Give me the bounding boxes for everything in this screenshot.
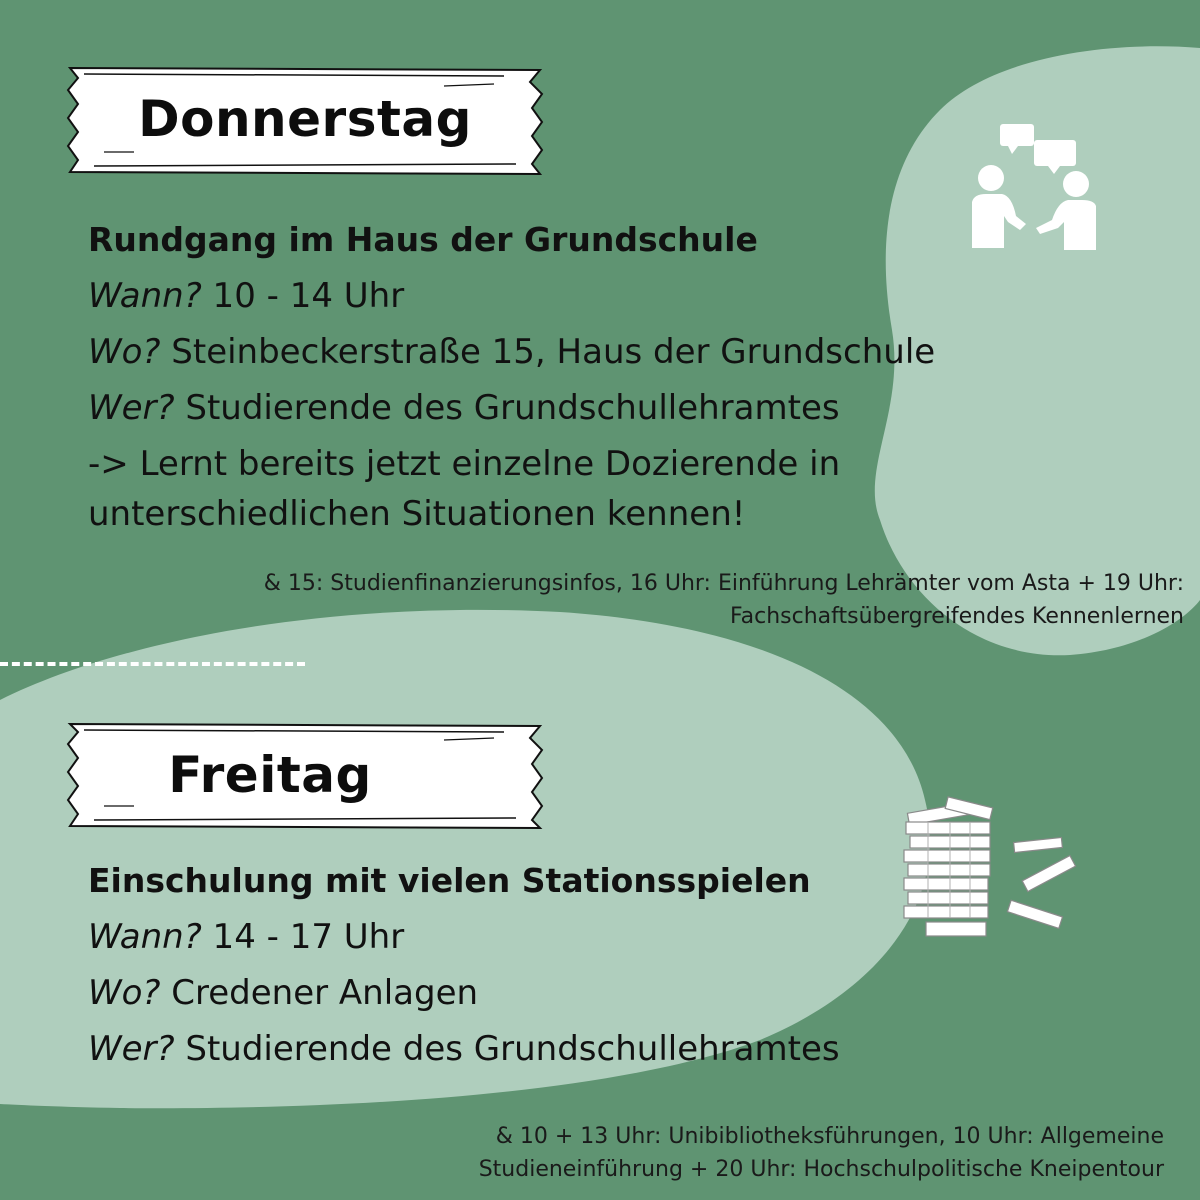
who-line	[88, 380, 935, 436]
note-line-2: Studieneinführung + 20 Uhr: Hochschulpolitische Kneipentour	[478, 1157, 1164, 1182]
note-line-1: & 10 + 13 Uhr: Unibibliotheksführungen, 10 Uhr: Allgemeine	[495, 1124, 1164, 1149]
when-value: 14 - 17 Uhr	[201, 917, 405, 957]
jenga-tower-icon	[898, 792, 1080, 944]
where-label: Wo?	[88, 332, 161, 372]
where-line	[88, 324, 935, 380]
who-label: Wer?	[88, 388, 175, 428]
who-line	[88, 1021, 840, 1077]
friday-note	[264, 1120, 1164, 1186]
when-value: 10 - 14 Uhr	[201, 276, 405, 316]
where-line	[88, 965, 840, 1021]
event-title: Rundgang im Haus der Grundschule	[88, 220, 758, 259]
friday-details	[88, 853, 840, 1077]
when-line	[88, 268, 935, 324]
when-label: Wann?	[88, 276, 202, 316]
day-title: Donnerstag	[138, 90, 472, 148]
thursday-details	[88, 212, 935, 542]
where-value: Steinbeckerstraße 15, Haus der Grundschule	[160, 332, 936, 372]
who-label: Wer?	[88, 1029, 175, 1069]
banner-friday	[64, 716, 546, 834]
thursday-note	[184, 567, 1184, 633]
where-label: Wo?	[88, 973, 161, 1013]
dashed-divider	[0, 662, 305, 666]
tip-line-1: -> Lernt bereits jetzt einzelne Dozierende in	[88, 444, 841, 484]
note-line-2: Fachschaftsübergreifendes Kennenlernen	[730, 604, 1184, 629]
day-title: Freitag	[168, 746, 372, 804]
event-title: Einschulung mit vielen Stationsspielen	[88, 861, 811, 900]
who-value: Studierende des Grundschullehramtes	[174, 1029, 840, 1069]
when-label: Wann?	[88, 917, 202, 957]
banner-thursday	[64, 60, 546, 178]
tip-line-2: unterschiedlichen Situationen kennen!	[88, 494, 746, 534]
note-line-1: & 15: Studienfinanzierungsinfos, 16 Uhr: Einführung Lehrämter vom Asta + 19 Uhr:	[263, 571, 1184, 596]
where-value: Credener Anlagen	[160, 973, 479, 1013]
people-meeting-icon	[964, 120, 1104, 252]
who-value: Studierende des Grundschullehramtes	[174, 388, 840, 428]
when-line	[88, 909, 840, 965]
